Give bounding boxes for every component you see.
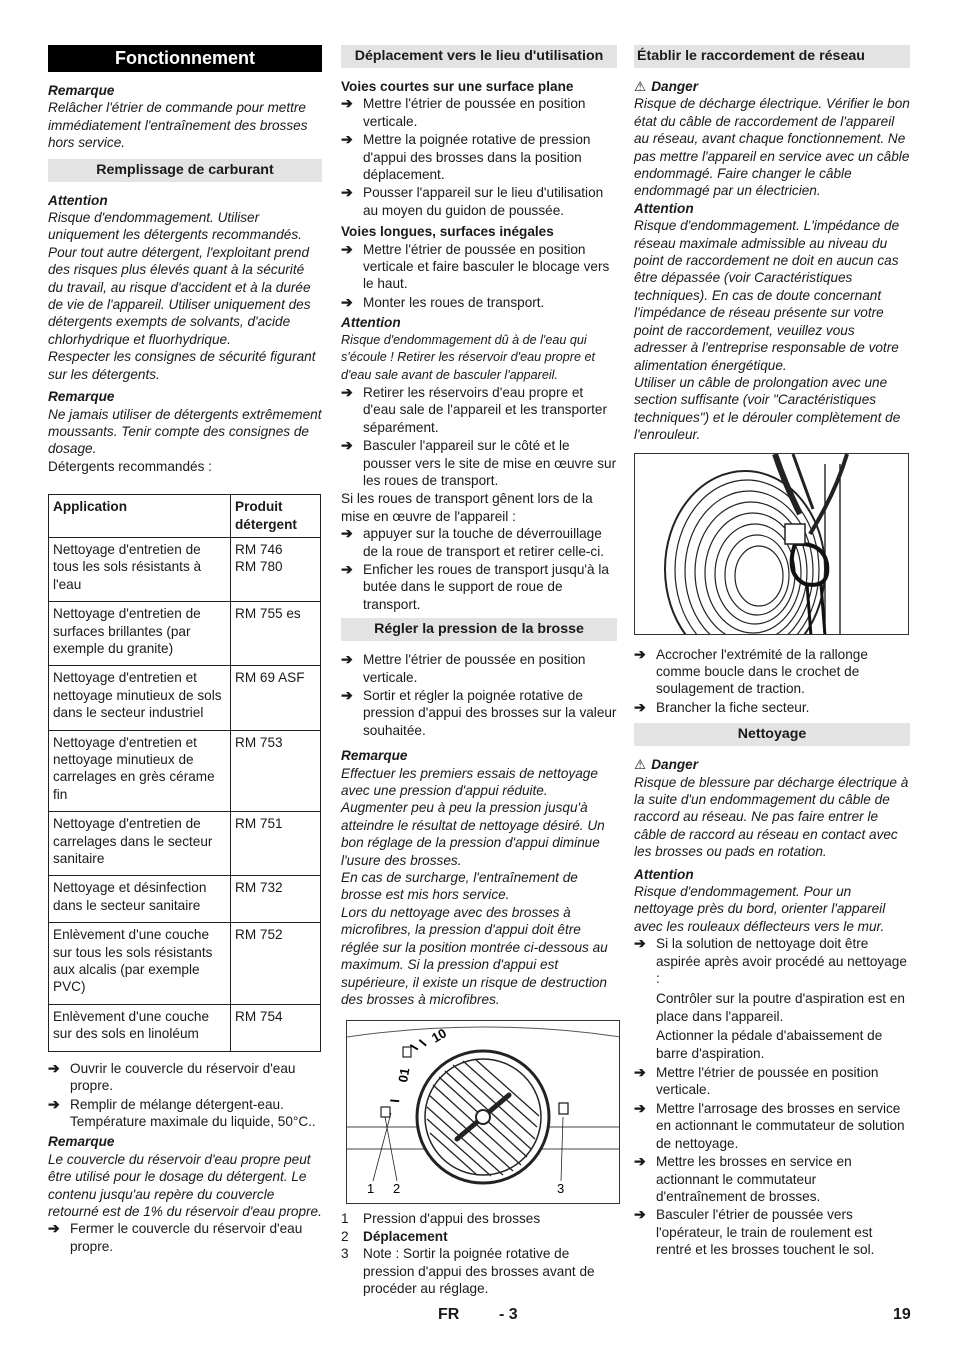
warning-triangle-icon: ⚠ (634, 79, 647, 94)
table-row (49, 666, 321, 730)
svg-text:I: I (406, 1042, 422, 1053)
legend-number: 2 (341, 1228, 349, 1244)
instruction-step: ➔ Basculer l'appareil sur le côté et le pousser vers le site de mise en œuvre sur les roues de transport. (341, 437, 617, 488)
instruction-list (341, 95, 617, 219)
arrow-right-icon: ➔ (341, 131, 353, 148)
attention-label: Attention (48, 192, 108, 208)
column-left (48, 45, 322, 1256)
section-title-carburant: Remplissage de carburant (48, 159, 322, 182)
table-row (49, 923, 321, 1005)
instruction-step: ➔ Mettre l'étrier de poussée en position verticale. (341, 651, 586, 685)
danger-label: ⚠ Danger (634, 79, 699, 94)
attention-text: Risque d'endommagement. L'impédance de réseau maximale admissible au niveau du point de raccordement ne doit en aucun cas être dépassée (voir Caractéristiques techniques). En cas de doute concernant l'impédance de réseau présente sur votre point de raccordement, veuillez vous adresser à l'entreprise responsable de votre alimentation énergétique. (634, 218, 900, 373)
arrow-right-icon: ➔ (341, 184, 353, 201)
table-cell-produit: RM 755 es (231, 602, 321, 666)
table-cell-produit: RM 751 (231, 812, 321, 876)
table-header-produit: Produit détergent (231, 495, 321, 538)
remarque-label: Remarque (48, 389, 115, 405)
callout-2: 2 (393, 1181, 401, 1197)
instruction-substep: Actionner la pédale d'abaissement de barre d'aspiration. (656, 1028, 883, 1061)
instruction-step: ➔ Mettre la poignée rotative de pression d'appui des brosses dans la position déplacement. (341, 131, 591, 183)
table-cell-produit: RM 754 (231, 1004, 321, 1051)
legend-item (341, 1228, 617, 1245)
arrow-right-icon: ➔ (341, 293, 353, 310)
table-cell-application: Nettoyage d'entretien de tous les sols résistants à l'eau (49, 537, 231, 601)
legend-item (341, 1245, 617, 1297)
instruction-step: ➔ Ouvrir le couvercle du réservoir d'eau propre. (48, 1059, 296, 1094)
remarque-text-2: En cas de surcharge, l'entraînement de brosse est mis hors service. (341, 870, 578, 903)
remarque-label: Remarque (48, 83, 115, 98)
instruction-list (341, 241, 617, 312)
instruction-substep: Contrôler sur la poutre d'aspiration est en place dans l'appareil. (656, 991, 905, 1024)
instruction-step: ➔ appuyer sur la touche de déverrouillage de la roue de transport et retirer celle-ci. (341, 525, 605, 559)
attention-text-2: Respecter les consignes de sécurité figurant sur les détergents. (48, 349, 316, 382)
arrow-right-icon: ➔ (341, 525, 353, 542)
brush-pressure-knob-figure (346, 1020, 620, 1204)
instruction-step: ➔ Fermer le couvercle du réservoir d'eau propre. (48, 1220, 303, 1254)
attention-text-2: Utiliser un câble de prolongation avec une section suffisante (voir "Caractéristiques techniques") et le dérouler complètement de l'enrouleur. (634, 374, 901, 443)
cable-reel-illustration (635, 454, 909, 635)
table-cell-application: Nettoyage d'entretien de carrelages dans le secteur sanitaire (49, 812, 231, 876)
instruction-list (634, 646, 910, 717)
column-right (634, 45, 910, 1260)
arrow-right-icon: ➔ (634, 645, 646, 662)
instruction-step: ➔ Mettre l'étrier de poussée en position verticale. (341, 95, 586, 129)
instruction-step: ➔ Pousser l'appareil sur le lieu d'utilisation au moyen du guidon de poussée. (341, 184, 604, 218)
subheading-voies-longues: Voies longues, surfaces inégales (341, 224, 554, 240)
legend-number: 3 (341, 1246, 349, 1262)
detergent-table (48, 494, 321, 1052)
arrow-right-icon: ➔ (48, 1220, 60, 1237)
table-cell-application: Nettoyage et désinfection dans le secteur sanitaire (49, 876, 231, 923)
legend-text: Note : Sortir la poignée rotative de pression d'appui des brosses avant de procéder au réglage. (363, 1246, 595, 1296)
note-symbol (559, 1103, 568, 1114)
scale-label-10: 10 (429, 1025, 450, 1046)
arrow-right-icon: ➔ (341, 383, 353, 400)
attention-label: Attention (634, 200, 694, 216)
attention-text: Risque d'endommagement. Utiliser uniquement les détergents recommandés. Pour tout autre détergent, l'exploitant prend des risques plus élevés quant à la sécurité du travail, au risque d'accident et à la durée de vie de l'appareil. Utiliser uniquement des détergents exempts de solvants, d'acide chlorhydrique et fluorhydrique. (48, 210, 311, 347)
remarque-text: Ne jamais utiliser de détergents extrêmement moussants. Tenir compte des consignes de dosage. (48, 406, 322, 457)
section-title-pression: Régler la pression de la brosse (341, 618, 617, 641)
roues-intro: Si les roues de transport gênent lors de la mise en œuvre de l'appareil : (341, 491, 593, 524)
table-header-row (49, 495, 321, 538)
table-cell-application: Enlèvement d'une couche sur tous les sols résistants aux alcalis (par exemple PVC) (49, 923, 231, 1005)
danger-text: Risque de décharge électrique. Vérifier le bon état du câble de raccordement de l'appareil au réseau, avant chaque fonctionnement. Ne pas mettre l'appareil en service avec un câble endommagé. Faire changer le câble endommagé par un électricien. (634, 96, 910, 199)
table-row (49, 537, 321, 601)
attention-text: Risque d'endommagement. Pour un nettoyage près du bord, orienter l'appareil avec les rouleaux déflecteurs vers le mur. (634, 884, 886, 934)
remarque-text-3: Lors du nettoyage avec des brosses à microfibres, la pression d'appui doit être réglée sur la position montrée ci-dessous au maximum. Si la pression d'appui est supérieure, il existe un risque de destruction des brosses à microfibres. (341, 904, 608, 1007)
instruction-step: ➔ Retirer les réservoirs d'eau propre et d'eau sale de l'appareil et les transporter séparément. (341, 383, 607, 435)
instruction-step: ➔ Remplir de mélange détergent-eau. Température maximale du liquide, 50°C.. (48, 1095, 316, 1129)
arrow-right-icon: ➔ (634, 1064, 646, 1081)
legend-number: 1 (341, 1211, 349, 1227)
table-cell-application: Nettoyage d'entretien de surfaces brillantes (par exemple du granite) (49, 602, 231, 666)
remarque-text: Effectuer les premiers essais de nettoyage avec une pression d'appui réduite. Augmenter peu à peu la pression jusqu'à atteindre le résultat de nettoyage désiré. Un bon réglage de la pression d'appui diminue l'usure des brosses. (341, 765, 605, 868)
instruction-list (341, 651, 617, 739)
attention-label: Attention (341, 315, 401, 331)
figure-legend (341, 1210, 617, 1297)
table-row (49, 876, 321, 923)
remarque-label: Remarque (48, 1134, 115, 1150)
table-header-application: Application (49, 495, 231, 538)
arrow-right-icon: ➔ (634, 698, 646, 715)
arrow-right-icon: ➔ (341, 560, 353, 577)
attention-text: Risque d'endommagement dû à de l'eau qui s'écoule ! Retirer les réservoir d'eau propre et d'eau sale avant de basculer l'appareil. (341, 332, 596, 382)
remarque-text: Relâcher l'étrier de commande pour mettre immédiatement l'entraînement des brosses hors service. (48, 100, 308, 151)
remarque-text: Le couvercle du réservoir d'eau propre peut être utilisé pour le dosage du détergent. Le contenu jusqu'au repère du couvercle retourné est de 1% du réservoir d'eau propre. (48, 1151, 322, 1219)
section-title-deplacement: Déplacement vers le lieu d'utilisation (341, 45, 617, 68)
subheading-voies-courtes: Voies courtes sur une surface plane (341, 79, 574, 94)
arrow-right-icon: ➔ (48, 1095, 60, 1112)
arrow-right-icon: ➔ (341, 687, 353, 703)
table-row (49, 1004, 321, 1051)
cable-reel-figure (634, 453, 909, 635)
remarque-label: Remarque (341, 748, 408, 764)
table-cell-produit: RM 752 (231, 923, 321, 1005)
table-cell-application: Enlèvement d'une couche sur des sols en linoléum (49, 1004, 231, 1051)
knob-illustration (347, 1021, 620, 1204)
table-cell-produit: RM 746 RM 780 (231, 537, 321, 601)
instruction-step: ➔ Mettre les brosses en service en actionnant le commutateur d'entraînement de brosses. (634, 1153, 852, 1204)
warning-triangle-icon: ⚠ (634, 757, 647, 773)
table-row (49, 730, 321, 812)
instruction-step: ➔ Mettre l'étrier de poussée en position verticale et faire basculer le blocage vers le haut. (341, 240, 610, 292)
instruction-step: ➔ Mettre l'arrosage des brosses en service en actionnant le commutateur de solution de nettoyage. (634, 1099, 905, 1151)
legend-text: Pression d'appui des brosses (363, 1211, 541, 1227)
arrow-right-icon: ➔ (341, 240, 353, 257)
arrow-right-icon: ➔ (341, 437, 353, 454)
instruction-step: ➔ Accrocher l'extrémité de la rallonge comme boucle dans le crochet de soulagement de traction. (634, 645, 868, 697)
detergents-intro: Détergents recommandés : (48, 458, 212, 474)
table-row (49, 812, 321, 876)
legend-text: Déplacement (363, 1228, 448, 1244)
instruction-step: ➔ Basculer l'étrier de poussée vers l'opérateur, le train de roulement est rentré et les brosses touchent le sol. (634, 1206, 875, 1258)
callout-1: 1 (367, 1181, 375, 1197)
callout-3: 3 (557, 1181, 565, 1197)
instruction-step: ➔ Mettre l'étrier de poussée en position verticale. (634, 1064, 879, 1098)
arrow-right-icon: ➔ (634, 935, 646, 952)
section-title-nettoyage: Nettoyage (634, 723, 910, 746)
footer-section-page: - 3 (499, 1306, 518, 1323)
table-cell-produit: RM 732 (231, 876, 321, 923)
instruction-step: ➔ Monter les roues de transport. (341, 293, 545, 310)
scale-label-01: 01 (395, 1066, 413, 1084)
column-middle (341, 45, 617, 1297)
instruction-list (634, 1064, 910, 1258)
pressure-symbol (403, 1047, 411, 1057)
arrow-right-icon: ➔ (48, 1059, 60, 1076)
instruction-list (341, 525, 617, 613)
svg-text:I: I (415, 1036, 430, 1050)
instruction-step: ➔ Sortir et régler la poignée rotative de pression d'appui des brosses sur la valeur souhaitée. (341, 687, 617, 738)
page-title: Fonctionnement (48, 45, 322, 72)
arrow-right-icon: ➔ (341, 651, 353, 668)
instruction-step: ➔ Enficher les roues de transport jusqu'à la butée dans le support de roue de transport. (341, 560, 609, 612)
arrow-right-icon: ➔ (341, 95, 353, 112)
footer-language: FR (438, 1306, 460, 1323)
danger-label: ⚠ Danger (634, 757, 699, 773)
attention-label: Attention (634, 866, 694, 882)
table-cell-produit: RM 753 (231, 730, 321, 812)
table-cell-produit: RM 69 ASF (231, 666, 321, 730)
reel-outer (665, 471, 825, 635)
instruction-list (341, 384, 617, 489)
danger-text: Risque de blessure par décharge électrique à la suite d'un endommagement du câble de raccord au réseau. Ne pas faire entrer le câble de raccord au réseau en contact avec les brosses ou pads en rotation. (634, 774, 909, 860)
instruction-step: ➔ Brancher la fiche secteur. (634, 698, 810, 715)
deplacement-symbol (381, 1107, 390, 1117)
table-row (49, 602, 321, 666)
svg-text:I: I (387, 1098, 403, 1104)
instruction-step: ➔ Si la solution de nettoyage doit être aspirée après avoir procédé au nettoyage : (634, 935, 907, 987)
arrow-right-icon: ➔ (634, 1153, 646, 1170)
footer-page-number: 19 (893, 1306, 911, 1323)
arrow-right-icon: ➔ (634, 1206, 646, 1223)
table-cell-application: Nettoyage d'entretien et nettoyage minutieux de carrelages en grès cérame fin (49, 730, 231, 812)
arrow-right-icon: ➔ (634, 1099, 646, 1116)
legend-item (341, 1210, 617, 1227)
section-title-reseau: Établir le raccordement de réseau (634, 45, 910, 68)
table-cell-application: Nettoyage d'entretien et nettoyage minutieux de sols dans le secteur industriel (49, 666, 231, 730)
